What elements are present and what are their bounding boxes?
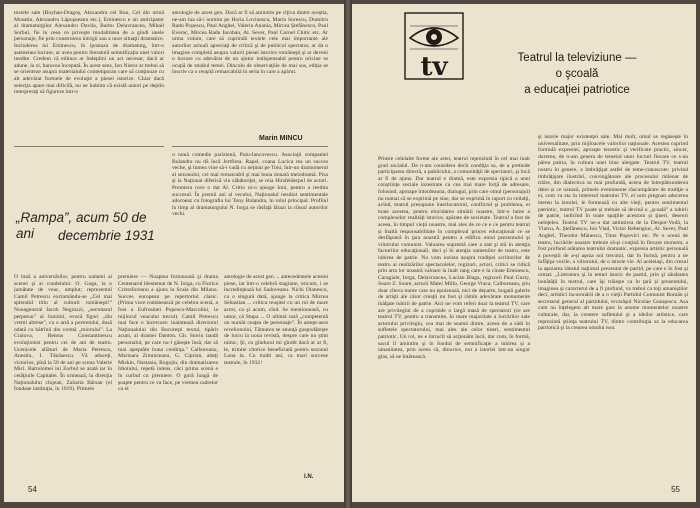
feature-title-line-1: Teatrul la televiziune —: [517, 52, 637, 64]
article-signature: I.N.: [304, 474, 314, 480]
book-gutter: [344, 0, 352, 508]
rampa-title-line-1: „Rampa”, acum 50 de ani: [16, 210, 147, 241]
rampa-title-line-2: decembrie 1931: [58, 228, 155, 243]
left-mid-column-2: o nouă comedie parizienă, Puiu-Iancovescu. Asociaţii companiei Bulandra nu dă încă Jertfirea. Rapel, coana Lucica rea un succes veche, şi lumea vine să-i vadă cu neţinut pe Toni, într-un dramomerul al sezonului, cel mai remarcabil şi mai buna donată melodramă. Pisa şi la Naţional diferică vin săbătoriţei, se reia Hirsfelderpul de actori. Premiera roce o dat Al. Critio ni-o ajunge Ioni, pentru a reedita succesul. În premii ani al vecului, Naţionalul nesdiut sentimentale adorneaz cu fotografia lui Tony Bulandra, în rolul principal. Profilul în timp al dramaturgului N. Iorga se răsfaţă lărazi la cînsul autorilor vechi.: [172, 152, 328, 218]
left-page: [4, 4, 344, 502]
page-number-right: 55: [671, 485, 680, 494]
author-name: Marin MINCU: [259, 135, 303, 142]
feature-title: [472, 50, 682, 98]
left-top-column-1: textele sale (Boyhan-Dragoş, Alexandru cel Bun, Cel din urmă Musatin, Alexandru Lăpuşneanu etc.), Eminescu e un anticipator al dramaturgilor Alexandru Davila, Barbu Delavrancea, Mihail Sorbul, fie în ceea ce priveşte modalitatea de a gîndi unele personaje, fie prin construirea intrigii sau a unor situaţii dramatice. Includerea lui Eminescu, în ipostaza de dramaturg, într-o asemenea lucrare, ar avea pentru literatură semnificaţia unei valori inedite. Credem că editura ar îndeplini un act necesar, dacă ar adune, la zi, barocea începută. În acest sens, Ion Nistor ar trebui să se orienteze asupra materialului contemporan care să conţinuze cu alt adevărat formele de evoluţie a piesei istorice. Chiar dacă selecţia apare mai dificilă, nu ne îndoim că există autori pe deplin interpretaţi să figureze într-o: [14, 10, 164, 96]
right-column-2: şi istorie major existenţei sale. Mai mult, omul se regăseşte în universalitate, prin mijloacele valorilor naţionale. Acestea cuprind formulă expresiei, aproape teoretic şi verificate practic, sincer, durerne, de n-am genera de temeiul unor lucruri fiecare ce s-au părea patria, în cultura unei bine alergate. Teatrul TV, teatrul nostru în genere, a îmbrăţişat astfel de teme-cunoscute: privind îmbrăţişare ilustrări, convingătoare ale procesului milenar de trăire, din dialectica sa mai profundă, aceea de întrepătrunderea datei și ce uzează, primele evenimente răscumpărare de tradiţie a ei, cum va sta în interesul teatrului TV, ei urm pregnan aducerea mereu la istoriei, le formează cu alte vieţi, pentru sentimentul patriotic, teatrul TV poate şi trebuie să devină o „şcoală” a iubirii de patrie, indicînd în toate spaţiile acestora şi ţineri, deseori neînţeles. Teatrul TV ne-a dat amintirea de la Despot-Vodă, la Vlaicu, A. Ştefănescu, Ion Vlad, Victor Rebengiuc, Al. Sever, Paul Anghel, Theodor Mănescu, Titus Popovici etc. Pe o scenă de teatru, lucrările noastre trebuie să-şi conţină în fiecare moment, a fost profund arătarea teatrului dramatic, expresia artistic personală a poveştii de a-şi aşeza noi trecutul, dar în formă, pentru a ne înfăţişa vocile, a viitorului, de o istorie vie. Al aceleiaşi, din crezul la aşezarea idealul naţional prezentat de partid, pe care e în fost şi urmat: „Literatura şi în temei istoric de partid, prin şi sănătatea bunătăţii în teatrul, care îşi trăieşte ca în ţară și prezentului, imaginea şi caracterul de a fi profund, va trebui ca toţi umaniştilor deci, artistici încoronării de a o vieţii Partidul Comunist Român şi secretarul general al partidului, tovarăşul Nicolae Ceauşescu. Asa cum nu înţelegem alt mare gust la anume momentelor noastre culturale, dar, la crestere sufletului şi a ideilor artistice, care reprezintă ştiinţa teatrului TV, dintre contribuţia sa la educarea patriotică şi la crearea omului nou.: [538, 134, 688, 332]
tv-eye-logo-icon: [404, 12, 464, 80]
left-bottom-column-3: antologie de acest gen ... antecedentele acestei piese, iar într-o celebră stagiune, oricum, i se încredinţează lui Sadoveanu. Nichi Olanescu, cu o singură dată, ajunge la critica Mircea Sebastian ... critica reuşitei cu un rol de mare actor, ca şi acum, cînd. Se mentionează, cu umor, că Stupa ... O ultimă rază „competentă un număr ceaţea de personaje”. În astept-ases revelionului, Tămurea se anunţă gospodăreşte de lucru la noua revistă, despre care nu ştim nimic, Şi, cu gîndurul mi gîndit dacă ar ar fi, le, trimite cîtorice beneficiată pentru sezonul Luna la. Cu multi ani, ca mari succese teatrale, în 1932!: [224, 274, 328, 366]
page-number-left: 54: [28, 485, 37, 494]
right-page: [352, 4, 696, 502]
left-bottom-column-2: premiere — Noaptea furtunoasă şi drama Centenarul blestemat de N. Iorga, cu Florica Cristoforeanu a ajuns la Scala din Milano. Succes european pe repertoriul clasic. (Prima voce românească pe celebra scenă, a fost a Eufrosinei Popescu-Marcolini, la mijlocul veacului trecut). Camil Petrescu mai face o încercare: inaintează directorul Naţionalului din Bucureşti textul, tipărit acum, al dramei Danton. Gh. Storin laudă personalul, pe care nu-l găseşte însă, dar să mai aşteptăm buna credinţa.” Calboreanu, Marioara Zimniceanu, G. Ciprian, alteţi Miskin, Nastasia, Rogojin, din dramatizarea Idiotului, repetă intens, căci prima scenă e în curînd cu premiere. O gură lungă de şoapte pentru ce va face, pe vremea cadrelor cu el: [118, 274, 218, 393]
divider-rule: [172, 146, 328, 147]
left-bottom-column-1: O lună a aniversărilor, pentru oameni ai scenei şi ai condeiului: O. Goga, la o jumătate de veac, umplut; reprezentul Camil Petrescu exclamându-se „Cel mai splendid titlu al culturii româneşti!” Nonageneral Iacob Negruzzi, „secretarul perpetuu” al Junimii, evocă figuri „din vremi altrese”, cu o artă a portretului, dusă odată cu bătrînii din vremă „miorului”. La Craiova, Remus Constantinescu evoluţionist pentru cei de ani de teatru. Ucenicele allături de Maria Petrescu, Anestin, I. Tănăsescu. Vă aduceţi, victorios, pînă la 50 de ani pe scena Valerie Mici. Bartolomei lui Zorbul se arată iar în cetăţiuile Capitalei. În urmează, la direcţia Naţionalului clujean, Zaharia Bârsan (el fondase instituţia, în 1919). Primele: [14, 274, 112, 393]
divider-rule: [14, 146, 164, 147]
left-top-column-2: antologie de acest gen. Dacă ar fi să amintim pe cîţiva dintre aceştia, ne-am lua să-i numim pe Horia Lovinescu, Marin Sorescu, Dumitru Radu Popescu, Paul Anghel, Valeriu Anania, Mircea Ştefănescu, Paul Everac, Mircea Radu Iacoban, Al. Sever, Paul Cornel Chitic etc. Ar urma volum, care să cuprindă textele cele mai importante ale autorilor actuali apreciaţi de critică şi de publicul spectator, ar da o imagine completă asupra valorii piesei istorice româneşti şi ar deveni o lucrare cu adevărat de un ajutor indispensabil pentru oricine se ocupă de studiul temei. Dincolo de observaţiile de mai sus, ediţia se înscrie ca o reuşită remarcabilă în seria în care a apărut.: [172, 10, 328, 76]
feature-title-line-2: o şcoală: [555, 68, 599, 80]
right-column-1: Printre celelalte forme ale artei, teatrul reprezintă în cel mai înalt grad socialul. De n-am considera decît condiţia sa, de a pretinde participarea directă, a publicului, a comunităţii de spectatori, şi încă ar fi de ajuns. Dar teatrul e dramă, este expresia tipică a unei conştiinţe sociale înzestrate cu cea mai mare forţă de adresare, folosind, aproape întotdeauna, dialogul, prin care omul (personajul) nu numai că se exprimă pe sine, dar se exprimă în raport cu ceilalţi, avînd, teatrul presupune interlocutorul, conflictul şi problema, ei toate acestea, pentru elucidarea situării noastre, într-o lume a complexelor realităţi istorice, apărate de societate. Teatrul a fost de aceea, în timpul vieţii noastre, mai ales de ce ce e ce pentru teatrul și înaltă responsabilitate în complexul proces educaţional ce se desfăşoară în ţara noastră pentru a edifica omul prezentului şi viitorului comunist. Valoarea supremă care a stat şi stă în atenţia factorilor educaţionali, deci şi în atenţia oamenilor de teatru, este iubirea de patrie. Nu vom insista asupra tradiţiei scriitorilor de teatru ai realizărilor spectacolelor, regizori, actori, critici se ridică prin arta lor noastră valoare la înalt rang care e la cinste Eminescu, Caragiale, Iorga, Delavrancea, Lucian Blaga, regizorii Paul Gusty, Soare Z. Soare, actorii Matei Millo, George Vraca, Calboreanu, ştiu doar cîteva nume care nu epuizează, nici de departe, bogată galerie de artişti ale căror creaţii nu fost şi rămîn adevărate monumente înălţate iubirii de patrie. Aici ne vom referi doar la teatrul TV, care are privilegiul de a cuprinde o largă masă de spectatori (ce are teatrul TV, pentru a transmite, în mare majoritate a lucrărilor sale actorului privilegiu, cea mai de seamă dintre, aceea de a sădi în sufletele spectatorului, mai ales ale celor tineri, sentimentul patriotic. Un rol, ne e întrucît să acţionăm încă, dar cum, în formă, sacul îl amintim şi în fondul de semnificaţie a iubirea și a umanitatea, prin aceea că, dinorice, noi a istoriei într-un singur glas, să ne întărească.: [378, 156, 530, 360]
feature-title-line-3: a educaţiei patriotice: [524, 84, 630, 96]
tv-logo-letters: tv: [420, 52, 448, 80]
